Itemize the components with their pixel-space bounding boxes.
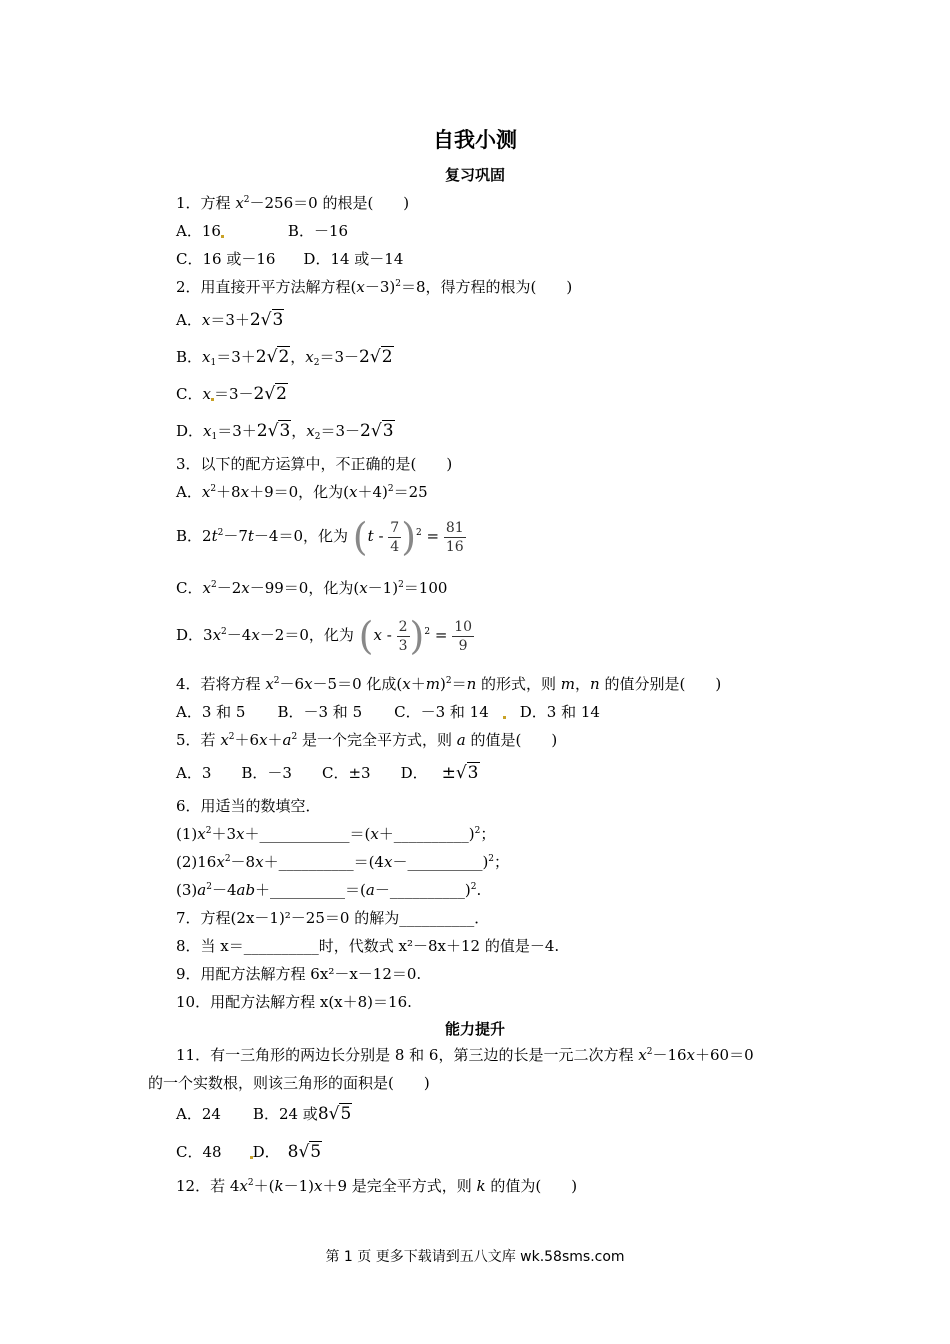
question-2: 2．用直接开平方法解方程$(x-3)^2=8$，得方程的根为( ) [176,278,573,296]
question-8: 8．当 x＝__________时，代数式 x²－8x＋12 的值是－4. [176,937,560,955]
question-2-option-d: D．$x_1=3+2√3$，$x_2=3-2√3$ [176,421,394,442]
question-3: 3．以下的配方运算中，不正确的是( ) [176,455,453,473]
question-1-options-cd: C．16 或－16 D．14 或－14 [176,250,404,268]
question-3-option-a: A．$x^2+8x+9=0$，化为$(x+4)^2=25$ [176,483,428,501]
question-11-options-cd: C．48 D． 8√5 [176,1142,322,1162]
question-3-option-d: D．$3x^2-4x-2=0$，化为 (x - $\frac{2}{3}$ )$^2$ = $\frac{10}{9}$ [176,614,473,658]
question-3-option-b: B．$2t^2-7t-4=0$，化为 (t - $\frac{7}{4}$ )$^2$ = $\frac{81}{16}$ [176,515,464,559]
question-11: 11．有一三角形的两边长分别是 8 和 6，第三边的长是一元二次方程 $x^2-16x+60=0$ [176,1046,754,1064]
question-12: 12．若 $4x^2+(k-1)x+9$ 是完全平方式，则 k 的值为( ) [176,1177,578,1195]
page-footer: 第 1 页 更多下载请到五八文库 wk.58sms.com [325,1249,625,1265]
question-10: 10．用配方法解方程 x(x＋8)＝16. [176,993,412,1011]
question-7: 7．方程(2x－1)²－25＝0 的解为__________． [176,909,490,927]
question-4-options: A．3 和 5 B．－3 和 5 C．－3 和 14 D．3 和 14 [176,703,600,721]
section-heading-advanced: 能力提升 [444,1020,505,1038]
question-6-blank-3: $(3)a^2-4ab+\_\_\_\_\_\_\_\_\_\_=(a-\_\_\_\_\_\_\_\_\_\_)^2$. [176,881,482,899]
question-2-option-b: B．$x_1=3+2√2$，$x_2=3-2√2$ [176,347,393,368]
section-heading-review: 复习巩固 [444,166,505,184]
question-2-option-c: C．x ＝3－2√2 [176,384,287,404]
question-4: 4．若将方程 $x^2-6x-5=0$ 化成$(x+m)^2=n$ 的形式，则 m，n 的值分别是( ) [176,675,722,693]
question-6-blank-1: $(1)x^2+3x+\_\_\_\_\_\_\_\_\_\_\_\_=(x+\_\_\_\_\_\_\_\_\_\_)^2$； [176,825,496,843]
question-3-option-c: C．$x^2-2x-99=0$，化为$(x-1)^2=100$ [176,579,448,597]
page-title: 自我小测 [433,127,517,152]
question-11-options-ab: A．24 B．24 或8√5 [176,1104,352,1124]
question-5: 5．若 $x^2+6x+a^2$ 是一个完全平方式，则 a 的值是( ) [176,731,558,749]
question-9: 9．用配方法解方程 6x²－x－12＝0. [176,965,422,983]
question-1: 1．方程 $x^2-256=0$ 的根是( ) [176,194,410,212]
question-5-options: A．3 B．－3 C．±3 D． ±√3 [176,763,479,783]
question-6: 6．用适当的数填空． [176,797,321,815]
question-1-options-ab: A．16 B．－16 [176,222,349,240]
question-6-blank-2: $(2)16x^2-8x+\_\_\_\_\_\_\_\_\_\_=(4x-\_\_\_\_\_\_\_\_\_\_)^2$； [176,853,510,871]
question-11-continued: 的一个实数根，则该三角形的面积是( ) [148,1074,430,1092]
question-2-option-a: A．x＝3＋2√3 [176,310,284,330]
